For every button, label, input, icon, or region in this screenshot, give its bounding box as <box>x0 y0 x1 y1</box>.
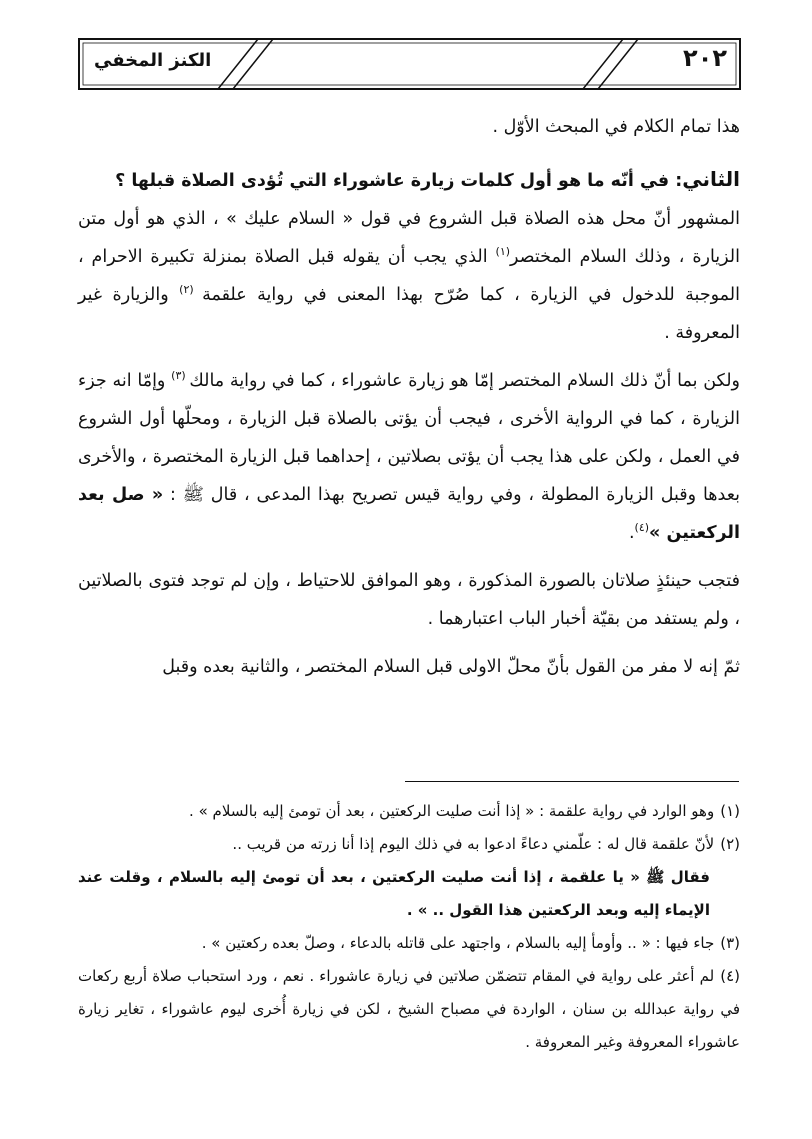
footnote-2-continuation: فقال ﷺ « يا علقمة ، إذا أنت صليت الركعتين ، بعد أن تومئ إليه بالسلام ، وقلت عند الإيماء إليه وبعد الركعتين هذا القول .. » . <box>78 868 710 919</box>
book-title: الكنز المخفي <box>94 50 212 71</box>
footnote-3-number: (٣) <box>720 934 740 952</box>
footnote-ref-3: (٣) <box>171 369 190 383</box>
footnote-2 <box>78 828 740 861</box>
paragraph-4-end: . <box>628 523 635 543</box>
footnote-4-number: (٤) <box>720 967 740 985</box>
page-header <box>78 38 741 90</box>
paragraph-3-text-3: والزيارة غير المعروفة . <box>78 285 740 343</box>
paragraph-6: ثمّ إنه لا مفر من القول بأنّ محلّ الاولى قبل السلام المختصر ، والثانية بعده وقبل <box>162 657 740 677</box>
paragraph-4 <box>78 362 740 552</box>
footnote-ref-1: (١) <box>495 245 511 259</box>
footnote-3 <box>78 927 740 960</box>
page-number: ٢٠٢ <box>683 44 727 72</box>
paragraph-4-text: ولكن بما أنّ ذلك السلام المختصر إمّا هو زيارة عاشوراء ، كما في رواية مالك <box>189 371 740 391</box>
paragraph-3 <box>78 200 740 352</box>
prophet-quote: « صل بعد الركعتين » <box>78 485 740 543</box>
footnote-4 <box>78 960 740 1059</box>
paragraph-5: فتجب حينئذٍ صلاتان بالصورة المذكورة ، وهو الموافق للاحتياط ، وإن لم توجد فتوى بالصلاتين ، ولم يستفد من بقيّة أخبار الباب اعتبارهما . <box>78 571 740 629</box>
footnote-ref-2: (٢) <box>179 283 203 297</box>
footnote-1-text: وهو الوارد في رواية علقمة : « إذا أنت صليت الركعتين ، بعد أن تومئ إليه بالسلام » . <box>189 802 715 820</box>
paragraph-3-text: المشهور أنّ محل هذه الصلاة قبل الشروع في قول « السلام عليك » ، الذي هو أول متن الزيارة ، وذلك السلام المختصر <box>78 209 740 267</box>
footnote-4-text: لم أعثر على رواية في المقام تتضمّن صلاتين في زيارة عاشوراء . نعم ، ورد استحباب صلاة أربع ركعات في رواية عبدالله بن سنان ، الواردة في مصباح الشيخ ، لكن في زيارة أُخرى ليوم عاشوراء ، تغاير زيارة عاشوراء المعروفة وغير المعروفة . <box>78 967 740 1051</box>
main-text <box>78 108 740 686</box>
footnote-divider <box>405 781 739 782</box>
footnote-ref-4: (٤) <box>634 521 650 535</box>
footnote-2-number: (٢) <box>720 835 740 853</box>
footnote-1 <box>78 795 740 828</box>
footnote-2-text: لأنّ علقمة قال له : علّمني دعاءً ادعوا به في ذلك اليوم إذا أنا زرته من قريب .. <box>232 835 715 853</box>
footnote-1-number: (١) <box>720 802 740 820</box>
paragraph-4-text-2: وإمّا انه جزء الزيارة ، كما في الرواية الأخرى ، فيجب أن يؤتى بالصلاة قبل الزيارة ، ومحلّها أول الشروع في العمل ، ولكن على هذا يجب أن يؤتى بصلاتين ، إحداهما قبل الزيارة المختصرة ، والأخرى بعدها وقبل الزيارة المطولة ، وفي رواية قيس تصريح بهذا المدعى ، قال ﷺ : <box>78 371 741 505</box>
section-question: : في أنّه ما هو أول كلمات زيارة عاشوراء التي تُؤدى الصلاة قبلها ؟ <box>115 171 683 191</box>
paragraph-2 <box>78 160 740 200</box>
footnote-3-text: جاء فيها : « .. وأومأ إليه بالسلام ، واجتهد على قاتله بالدعاء ، وصلّ بعده ركعتين » . <box>201 934 715 952</box>
footnotes <box>78 795 740 1059</box>
section-heading: الثاني <box>682 167 740 191</box>
paragraph-3-text-2: الذي يجب أن يقوله قبل الصلاة بمنزلة تكبيرة الاحرام ، الموجبة للدخول في الزيارة ، كما صُرّح بهذا المعنى في رواية علقمة <box>78 247 740 305</box>
paragraph-1: هذا تمام الكلام في المبحث الأوّل . <box>492 117 740 137</box>
